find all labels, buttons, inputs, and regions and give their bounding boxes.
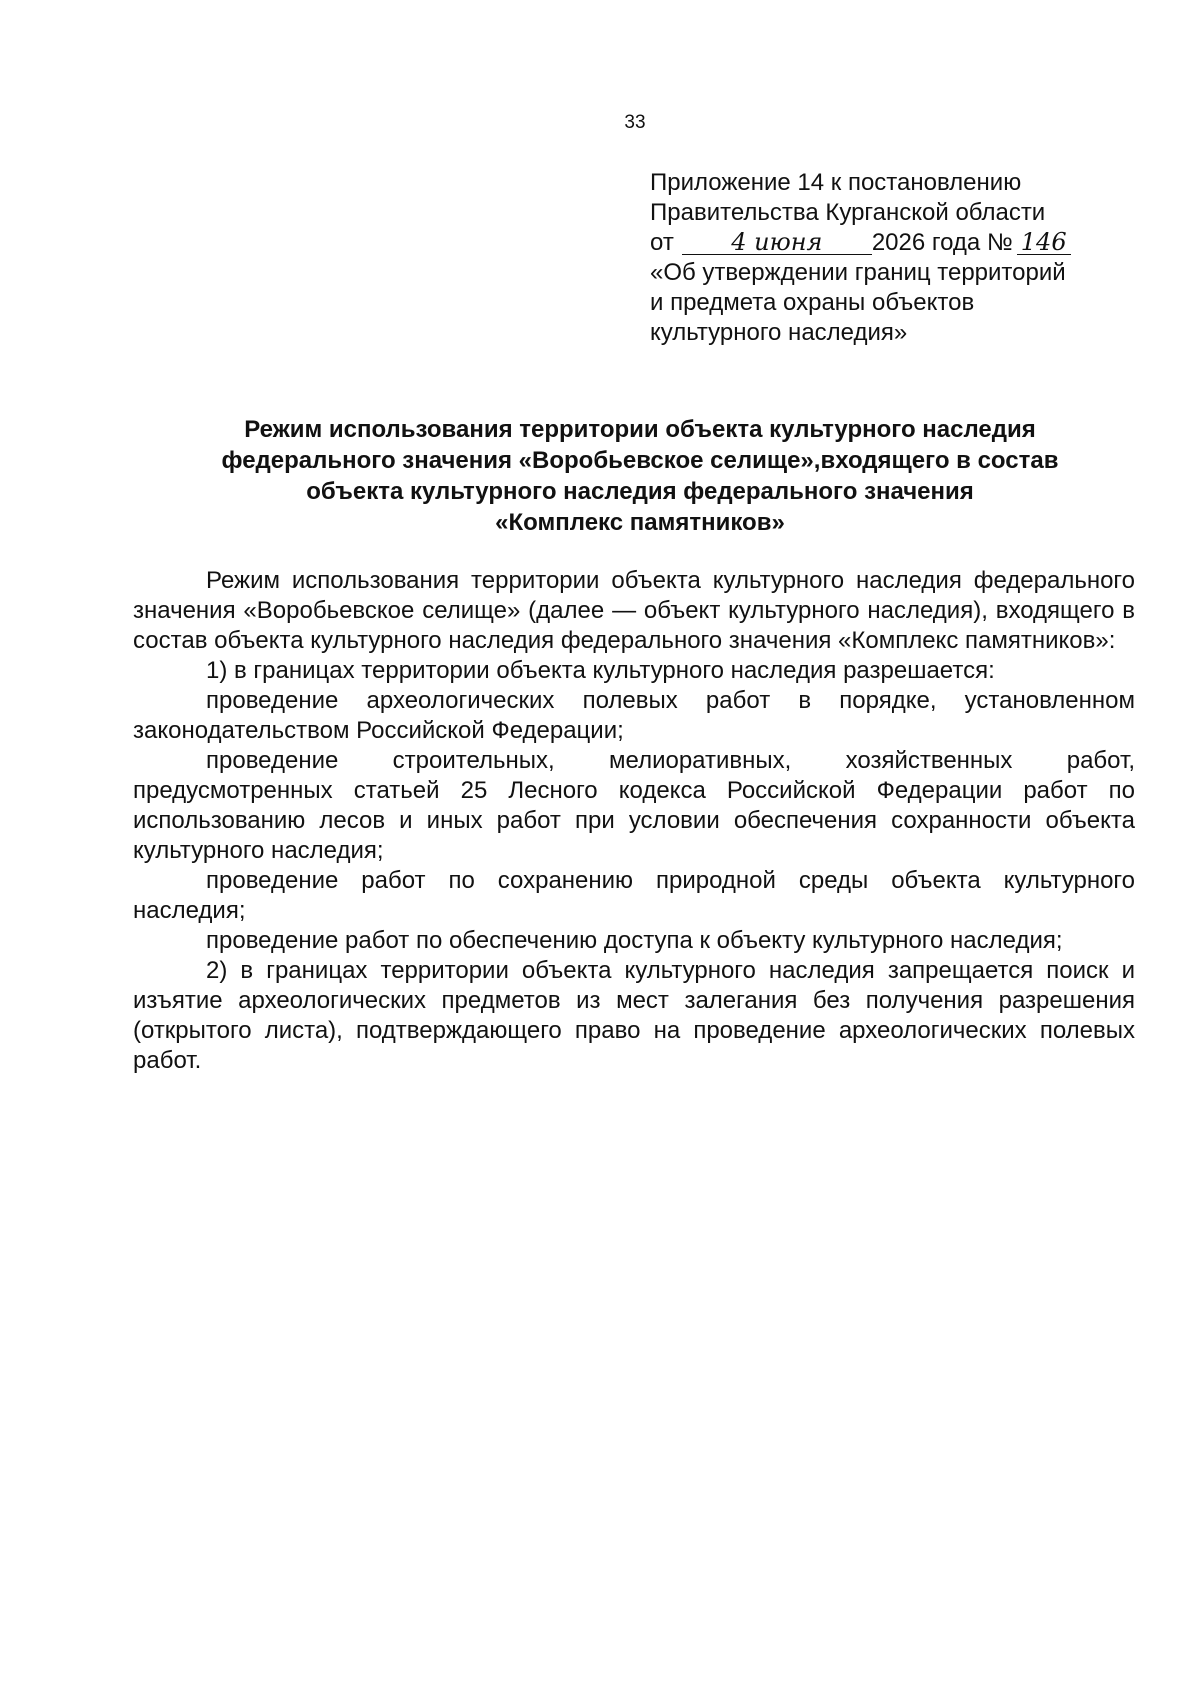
appendix-line-4: «Об утверждении границ территорий xyxy=(650,259,1066,286)
title-line-4: «Комплекс памятников» xyxy=(495,509,785,536)
title-line-2: федерального значения «Воробьевское селище»,входящего в состав xyxy=(221,447,1059,474)
title-line-1: Режим использования территории объекта культурного наследия xyxy=(244,416,1036,443)
paragraph-permitted-nature: проведение работ по сохранению природной среды объекта культурного наследия; xyxy=(133,867,1135,924)
appendix-date-line xyxy=(650,228,1130,258)
appendix-line-1: Приложение 14 к постановлению xyxy=(650,169,1022,196)
paragraph-permitted-heading: 1) в границах территории объекта культурного наследия разрешается: xyxy=(206,657,995,684)
from-prefix: от xyxy=(650,229,674,256)
appendix-header xyxy=(650,168,1130,348)
title-line-3: объекта культурного наследия федерального значения xyxy=(306,478,974,505)
paragraph-intro: Режим использования территории объекта культурного наследия федерального значения «Воробьевское селище» (далее — объект культурного наследия), входящего в состав объекта культурного наследия федерального значения «Комплекс памятников»: xyxy=(133,567,1135,654)
page-number: 33 xyxy=(624,112,646,133)
handwritten-date: 4 июня xyxy=(682,230,872,255)
appendix-line-5: и предмета охраны объектов xyxy=(650,289,975,316)
year-text: 2026 года № xyxy=(871,229,1013,256)
document-title xyxy=(120,414,1160,538)
paragraph-permitted-archaeology: проведение археологических полевых работ в порядке, установленном законодательством Российской Федерации; xyxy=(133,687,1135,744)
paragraph-permitted-access: проведение работ по обеспечению доступа к объекту культурного наследия; xyxy=(206,927,1063,954)
document-body xyxy=(133,566,1135,1076)
paragraph-permitted-construction: проведение строительных, мелиоративных, хозяйственных работ, предусмотренных статьей 25 Лесного кодекса Российской Федерации работ по использованию лесов и иных работ при условии обеспечения сохранности объекта культурного наследия; xyxy=(133,747,1135,864)
paragraph-prohibited: 2) в границах территории объекта культурного наследия запрещается поиск и изъятие археологических предметов из мест залегания без получения разрешения (открытого листа), подтверждающего право на проведение археологических полевых работ. xyxy=(133,957,1135,1074)
appendix-line-6: культурного наследия» xyxy=(650,319,908,346)
handwritten-number: 146 xyxy=(1017,230,1071,255)
appendix-line-2: Правительства Курганской области xyxy=(650,199,1046,226)
